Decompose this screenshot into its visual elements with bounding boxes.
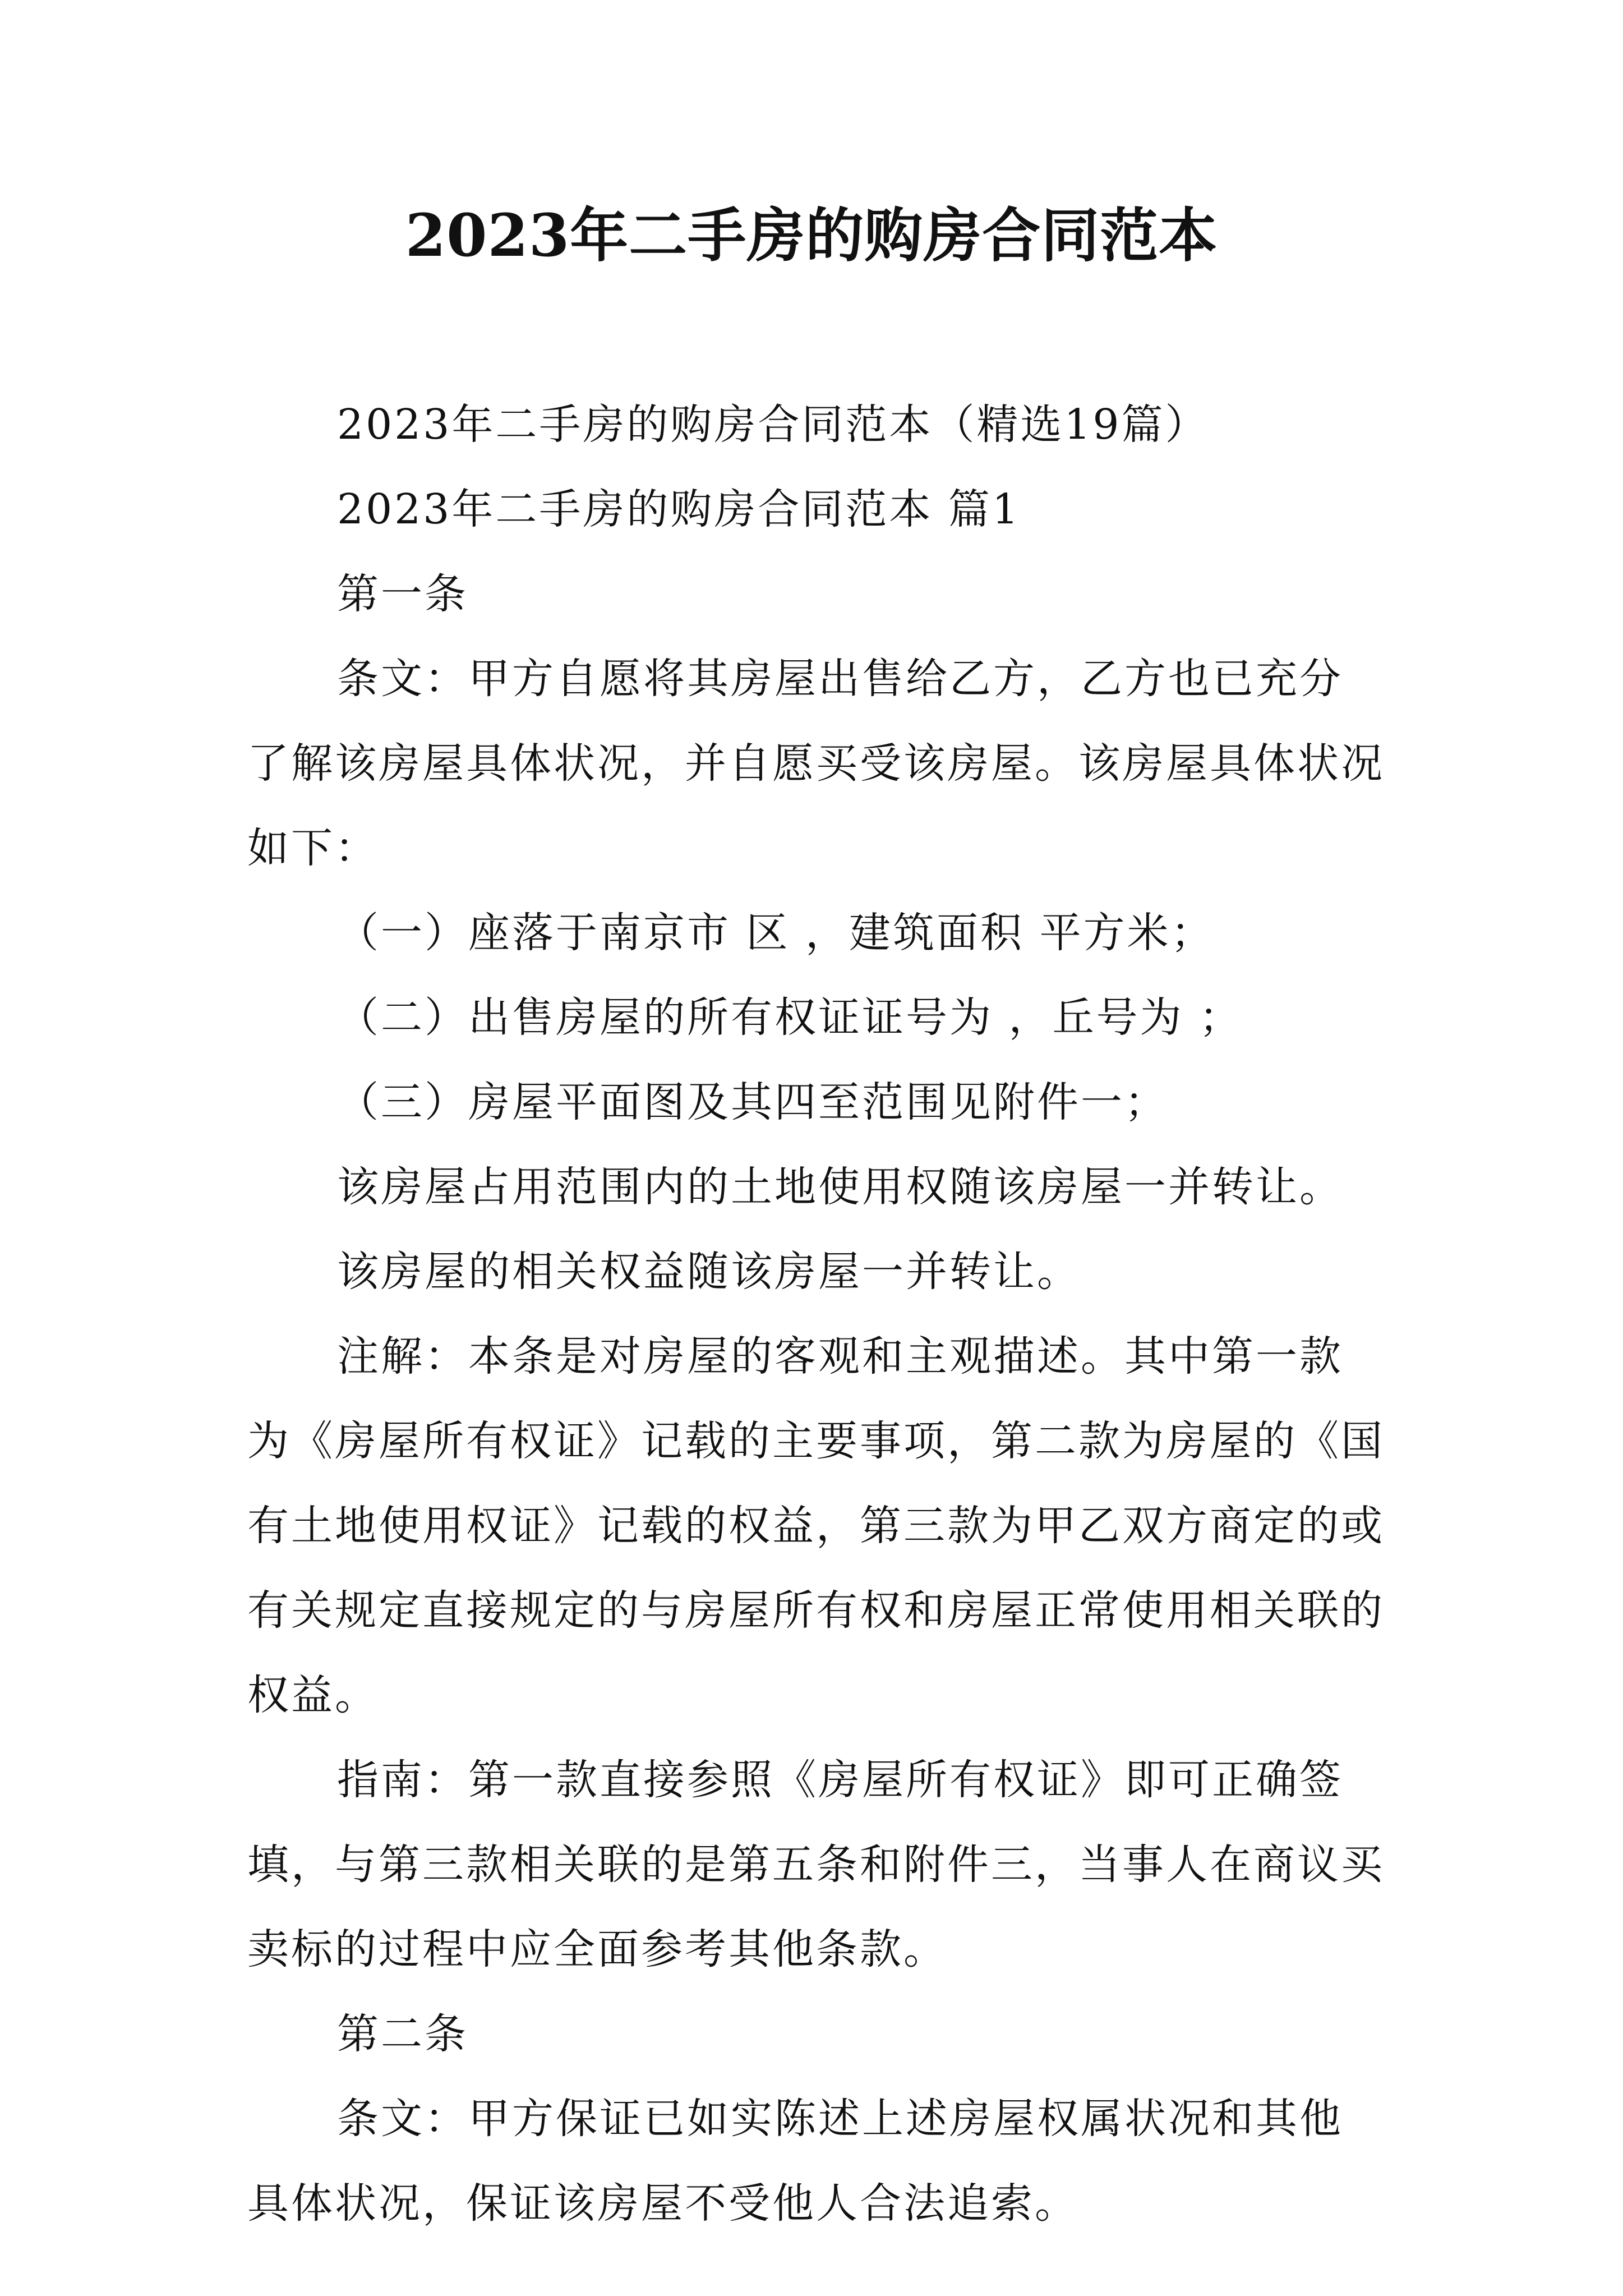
document-paragraph: （二）出售房屋的所有权证证号为 ，丘号为 ； <box>337 993 1243 1042</box>
document-paragraph: 条文：甲方自愿将其房屋出售给乙方，乙方也已充分了解该房屋具体状况，并自愿买受该房屋。该房屋具体状况如下： <box>247 655 1385 872</box>
document-paragraph: 该房屋占用范围内的土地使用权随该房屋一并转让。 <box>337 1163 1343 1211</box>
document-paragraph: （一）座落于南京市 区 ，建筑面积 平方米； <box>337 909 1215 957</box>
document-paragraph: 指南：第一款直接参照《房屋所有权证》即可正确签填，与第三款相关联的是第五条和附件三，当事人在商议买卖标的过程中应全面参考其他条款。 <box>247 1756 1385 1973</box>
document-paragraph: （三）房屋平面图及其四至范围见附件一； <box>337 1078 1168 1126</box>
document-title: 2023年二手房的购房合同范本 <box>405 201 1218 270</box>
document-paragraph: 第一条 <box>337 570 468 618</box>
document-paragraph: 2023年二手房的购房合同范本（精选19篇） <box>337 401 1209 449</box>
document-paragraph: 条文：甲方保证已如实陈述上述房屋权属状况和其他具体状况，保证该房屋不受他人合法追索。 <box>247 2095 1343 2228</box>
document-paragraph: 2023年二手房的购房合同范本 篇1 <box>337 485 1021 533</box>
document-paragraph: 第二条 <box>337 2010 468 2058</box>
document-paragraph: 注解：本条是对房屋的客观和主观描述。其中第一款为《房屋所有权证》记载的主要事项，第二款为房屋的《国有土地使用权证》记载的权益，第三款为甲乙双方商定的或有关规定直接规定的与房屋所有权和房屋正常使用相关联的权益。 <box>247 1332 1385 1719</box>
document-paragraph: 该房屋的相关权益随该房屋一并转让。 <box>337 1248 1081 1296</box>
document-body <box>247 383 1386 2246</box>
